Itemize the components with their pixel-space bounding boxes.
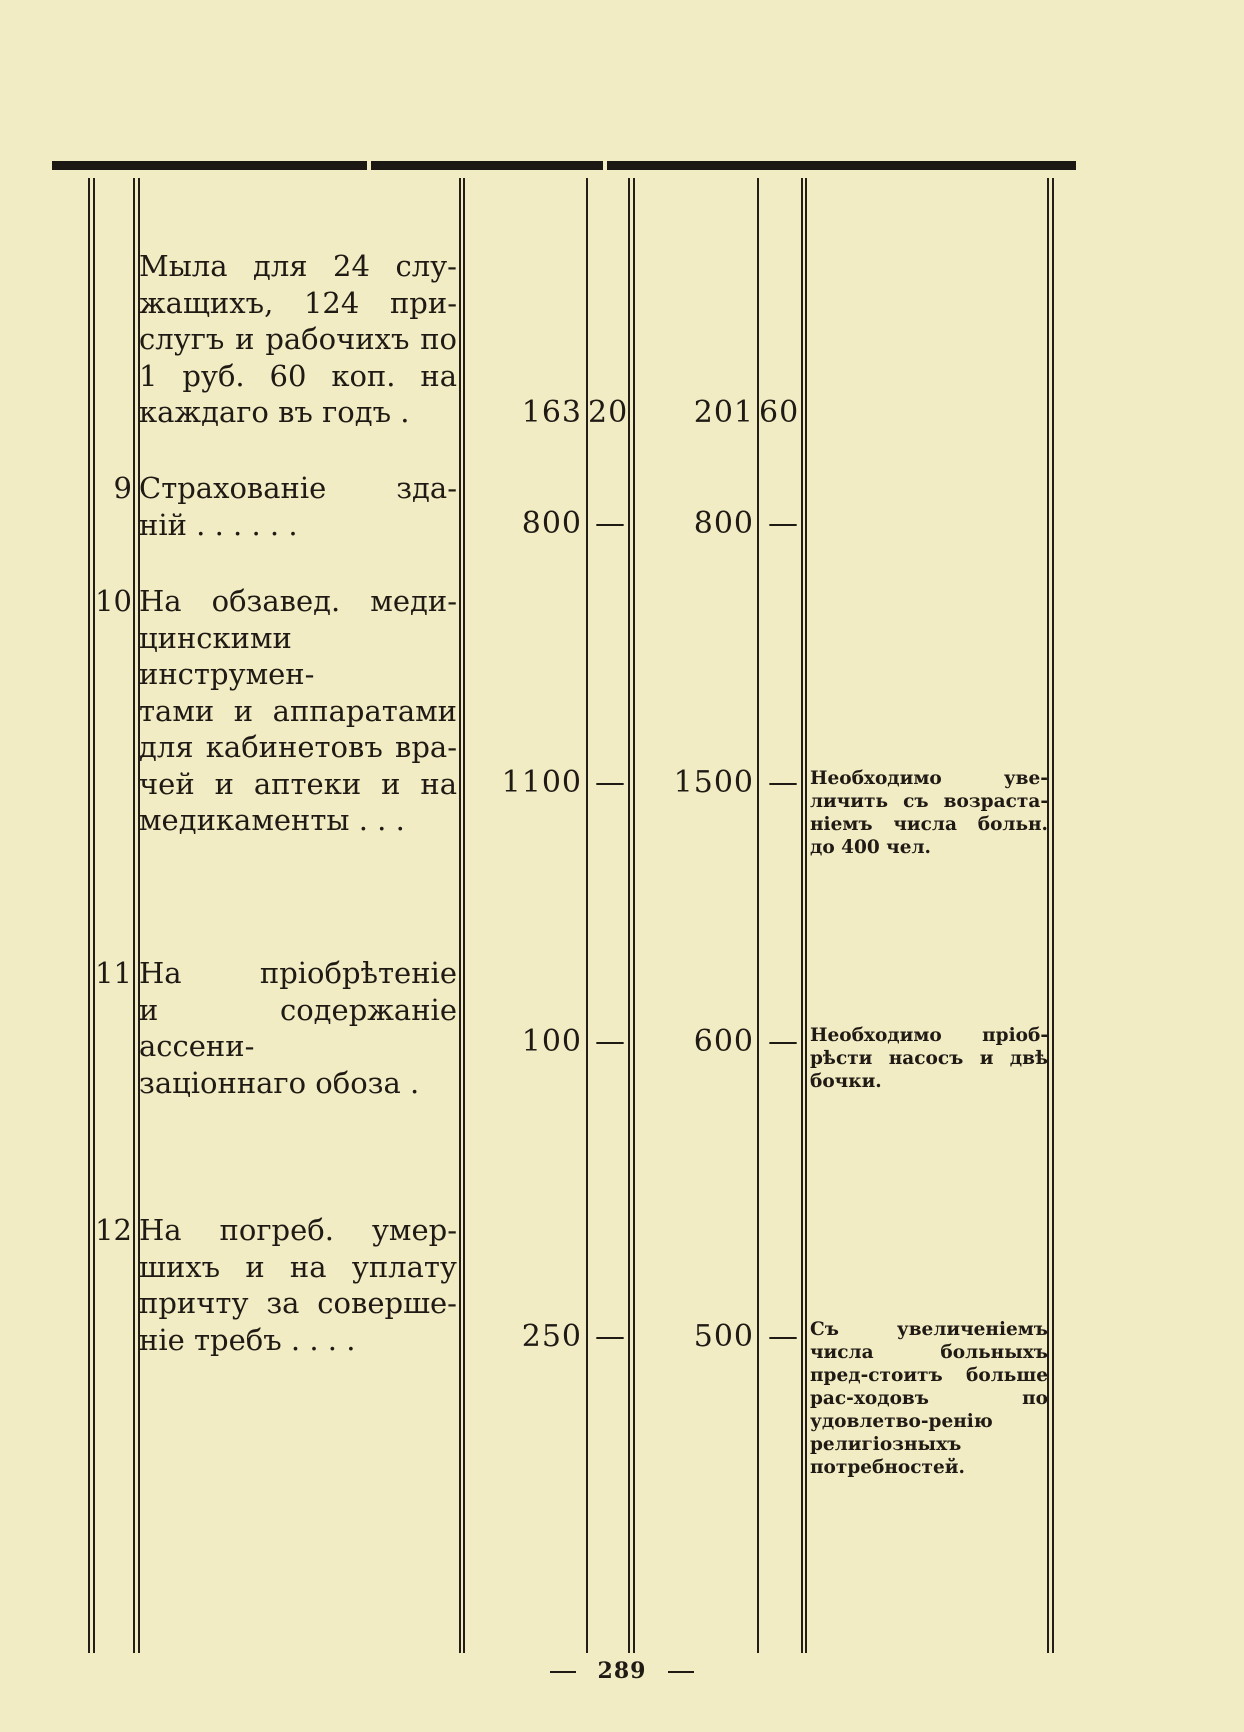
desc-line: Страхованіе зда- [139, 471, 457, 505]
amount1-rub: 250 [521, 1319, 582, 1354]
top-rule [371, 161, 603, 170]
desc-line: и содержаніе ассени- [139, 992, 457, 1063]
amount2-rub: 201 [693, 395, 754, 430]
column-rule [628, 178, 630, 1653]
row-description [139, 583, 457, 839]
row-description [139, 1212, 457, 1358]
desc-line: заціоннаго обоза . [139, 1065, 420, 1100]
amount1-kop: — [595, 1024, 626, 1059]
amount1-rub: 163 [521, 395, 582, 430]
desc-line: На обзавед. меди- [139, 584, 457, 618]
dash [668, 1671, 694, 1673]
desc-line: На пріобрѣтеніе [139, 956, 457, 990]
amount2-kop: 60 [759, 395, 800, 430]
amount2-kop: — [768, 765, 799, 800]
desc-line: 1 руб. 60 коп. на [139, 358, 457, 393]
page-number [0, 1658, 1244, 1684]
amount2-rub: 1500 [673, 765, 754, 800]
desc-line: тами и аппаратами [139, 693, 457, 728]
desc-line: каждаго въ годъ . [139, 395, 410, 429]
amount1-kop: — [595, 506, 626, 541]
column-rule [459, 178, 461, 1653]
desc-line: Мыла для 24 слу- [139, 249, 457, 283]
amount2-rub: 500 [693, 1319, 754, 1354]
amount2-kop: — [768, 1319, 799, 1354]
row-description [139, 248, 457, 431]
column-rule [801, 178, 803, 1653]
desc-line: ній . . . . . . [139, 507, 298, 542]
desc-line: На погреб. умер- [139, 1213, 457, 1247]
amount2-kop: — [768, 1024, 799, 1059]
column-rule [88, 178, 90, 1653]
row-number: 9 [113, 471, 132, 505]
amount2-kop: — [768, 506, 799, 541]
row-number: 10 [95, 584, 132, 618]
row-number: 11 [95, 956, 132, 990]
column-rule [1052, 178, 1054, 1653]
amount1-rub: 1100 [501, 765, 582, 800]
page-number-value: 289 [597, 1658, 647, 1684]
row-note: Необходимо пріоб-рѣсти насосъ и двѣ бочки. [810, 1025, 1048, 1092]
desc-line: слугъ и рабочихъ по [139, 322, 457, 356]
desc-line: причту за соверше- [139, 1286, 457, 1320]
desc-line: чей и аптеки и на [139, 766, 457, 801]
column-rule [805, 178, 807, 1653]
desc-line: шихъ и на уплату [139, 1249, 457, 1284]
amount1-rub: 100 [521, 1024, 582, 1059]
row-description [139, 470, 457, 543]
row-description [139, 955, 457, 1101]
desc-line: для кабинетовъ вра- [139, 730, 457, 764]
row-note: Необходимо уве-личить съ возраста-ніемъ числа больн. до 400 чел. [810, 768, 1048, 858]
desc-line: жащихъ, 124 при- [139, 285, 457, 320]
amount1-kop: — [595, 1319, 626, 1354]
column-rule [133, 178, 135, 1653]
desc-line: медикаменты . . . [139, 803, 405, 837]
top-rule [607, 161, 1076, 170]
column-rule [93, 178, 95, 1653]
amount1-kop: — [595, 765, 626, 800]
top-rule [52, 161, 367, 170]
column-rule [463, 178, 465, 1653]
amount1-kop: 20 [588, 395, 629, 430]
desc-line: цинскими инструмен- [139, 620, 315, 691]
column-rule [633, 178, 635, 1653]
row-note: Съ увеличеніемъ числа больныхъ пред-стоитъ больше рас-ходовъ по удовлетво-ренію религіозныхъ потребностей. [810, 1319, 1048, 1478]
amount1-rub: 800 [521, 506, 582, 541]
row-number: 12 [95, 1213, 132, 1247]
dash [550, 1671, 576, 1673]
amount2-rub: 800 [693, 506, 754, 541]
amount2-rub: 600 [693, 1024, 754, 1059]
desc-line: ніе требъ . . . . [139, 1322, 356, 1357]
